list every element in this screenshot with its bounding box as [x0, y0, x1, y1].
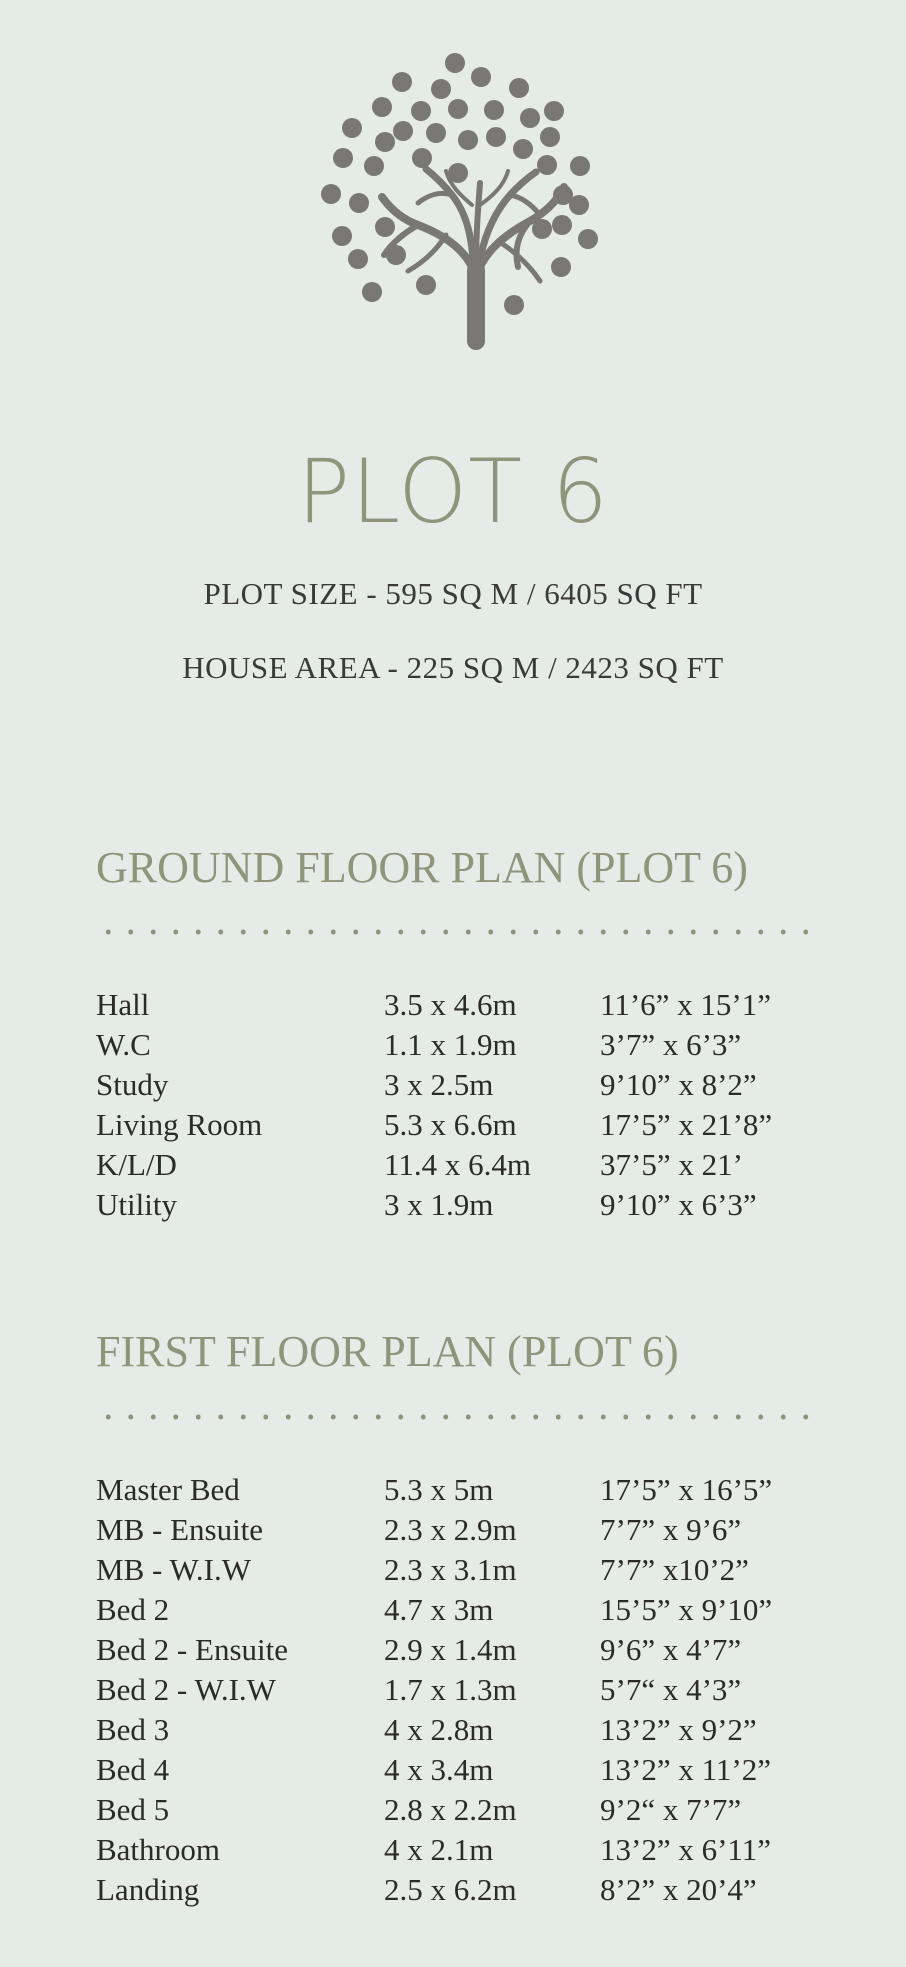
room-imperial-size: 11’6” x 15’1”	[600, 987, 772, 1022]
tree-logo	[318, 45, 618, 355]
room-imperial-size: 9’10” x 6’3”	[600, 1187, 757, 1222]
room-name: Living Room	[96, 1107, 263, 1142]
room-metric-size: 5.3 x 6.6m	[384, 1107, 517, 1142]
room-name: Bed 5	[96, 1792, 170, 1827]
room-imperial-size: 9’6” x 4’7”	[600, 1632, 742, 1667]
room-name: Master Bed	[96, 1472, 240, 1507]
plot-size: PLOT SIZE - 595 SQ M / 6405 SQ FT	[203, 576, 703, 611]
room-imperial-size: 37’5” x 21’	[600, 1147, 743, 1182]
room-metric-size: 1.1 x 1.9m	[384, 1027, 517, 1062]
dotted-divider	[97, 1414, 817, 1420]
dotted-divider	[97, 929, 817, 935]
room-name: Bathroom	[96, 1832, 220, 1867]
room-imperial-size: 9’2“ x 7’7”	[600, 1792, 742, 1827]
room-metric-size: 4 x 2.1m	[384, 1832, 494, 1867]
room-metric-size: 4.7 x 3m	[384, 1592, 494, 1627]
ground-floor-heading: GROUND FLOOR PLAN (PLOT 6)	[96, 843, 748, 892]
room-metric-size: 11.4 x 6.4m	[384, 1147, 531, 1182]
room-name: Landing	[96, 1872, 200, 1907]
room-metric-size: 3.5 x 4.6m	[384, 987, 517, 1022]
room-imperial-size: 9’10” x 8’2”	[600, 1067, 757, 1102]
room-metric-size: 3 x 1.9m	[384, 1187, 494, 1222]
room-name: MB - W.I.W	[96, 1552, 251, 1587]
room-imperial-size: 13’2” x 9’2”	[600, 1712, 757, 1747]
room-imperial-size: 7’7” x 9’6”	[600, 1512, 742, 1547]
room-imperial-size: 13’2” x 11’2”	[600, 1752, 772, 1787]
room-name: Utility	[96, 1187, 177, 1222]
room-name: Bed 2	[96, 1592, 170, 1627]
room-name: MB - Ensuite	[96, 1512, 264, 1547]
room-imperial-size: 17’5” x 21’8”	[600, 1107, 773, 1142]
room-metric-size: 2.9 x 1.4m	[384, 1632, 517, 1667]
house-area: HOUSE AREA - 225 SQ M / 2423 SQ FT	[182, 650, 724, 685]
room-imperial-size: 3’7” x 6’3”	[600, 1027, 742, 1062]
room-name: Hall	[96, 987, 150, 1022]
room-name: Bed 4	[96, 1752, 170, 1787]
first-floor-heading: FIRST FLOOR PLAN (PLOT 6)	[96, 1327, 679, 1376]
room-name: Bed 2 - W.I.W	[96, 1672, 276, 1707]
plot-title: PLOT 6	[297, 440, 609, 543]
room-imperial-size: 13’2” x 6’11”	[600, 1832, 772, 1867]
room-imperial-size: 17’5” x 16’5”	[600, 1472, 773, 1507]
room-metric-size: 4 x 2.8m	[384, 1712, 494, 1747]
room-name: K/L/D	[96, 1147, 177, 1182]
room-name: Bed 2 - Ensuite	[96, 1632, 288, 1667]
room-imperial-size: 5’7“ x 4’3”	[600, 1672, 742, 1707]
room-metric-size: 1.7 x 1.3m	[384, 1672, 517, 1707]
room-imperial-size: 15’5” x 9’10”	[600, 1592, 773, 1627]
room-metric-size: 4 x 3.4m	[384, 1752, 494, 1787]
room-metric-size: 3 x 2.5m	[384, 1067, 494, 1102]
room-imperial-size: 7’7” x10’2”	[600, 1552, 749, 1587]
room-imperial-size: 8’2” x 20’4”	[600, 1872, 757, 1907]
room-metric-size: 2.3 x 2.9m	[384, 1512, 517, 1547]
room-metric-size: 2.8 x 2.2m	[384, 1792, 517, 1827]
room-metric-size: 2.3 x 3.1m	[384, 1552, 517, 1587]
room-metric-size: 5.3 x 5m	[384, 1472, 494, 1507]
room-name: W.C	[96, 1027, 151, 1062]
tree-icon	[318, 45, 618, 355]
room-name: Bed 3	[96, 1712, 170, 1747]
room-metric-size: 2.5 x 6.2m	[384, 1872, 517, 1907]
room-name: Study	[96, 1067, 169, 1102]
